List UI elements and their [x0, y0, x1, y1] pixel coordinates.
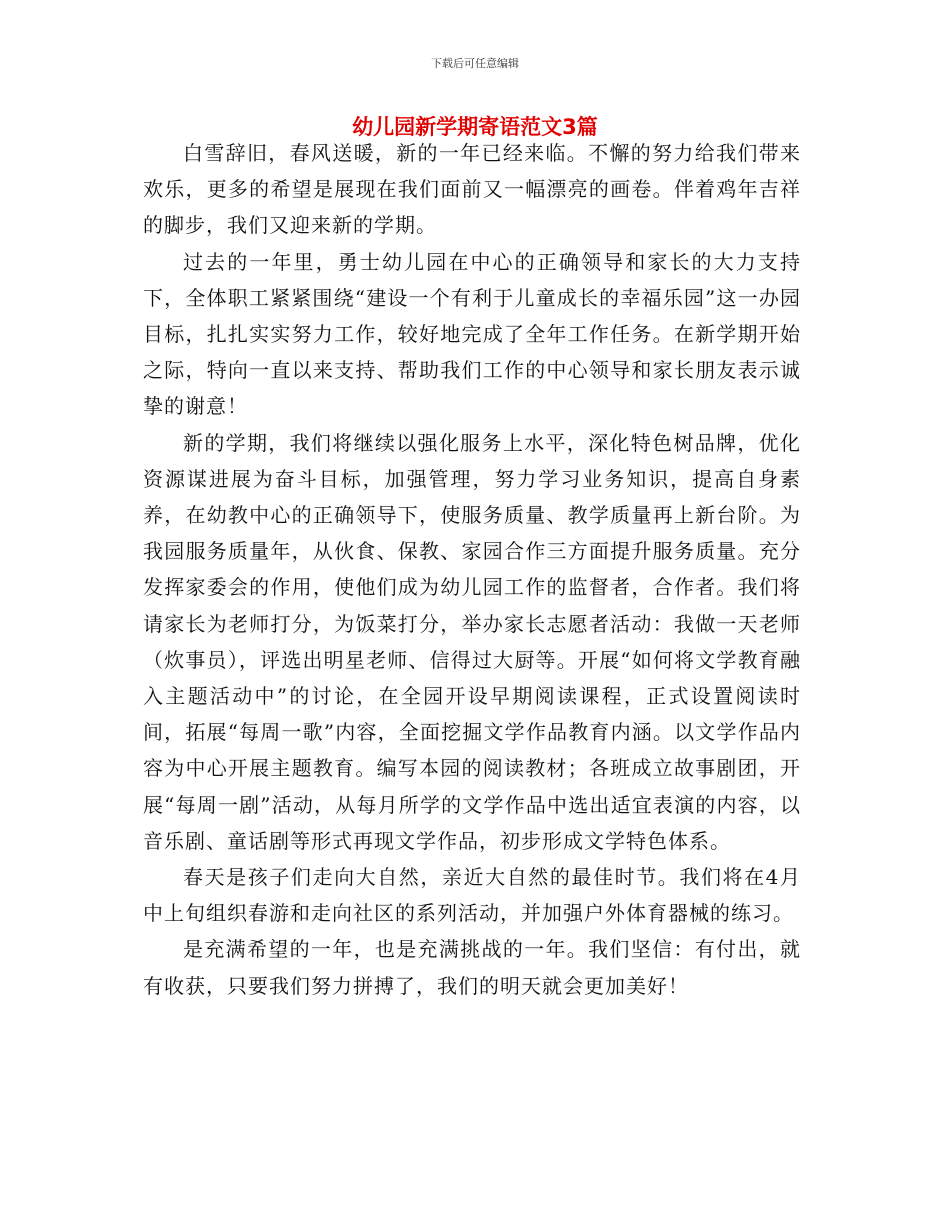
header-note: 下载后可任意编辑: [431, 57, 519, 70]
paragraph: 春天是孩子们走向大自然，亲近大自然的最佳时节。我们将在4月中上旬组织春游和走向社区的系列活动，并加强户外体育器械的练习。: [143, 865, 801, 926]
paragraph: 新的学期，我们将继续以强化服务上水平，深化特色树品牌，优化资源谋进展为奋斗目标，加强管理，努力学习业务知识，提高自身素养，在幼教中心的正确领导下，使服务质量、教学质量再上新台阶。为我园服务质量年，从伙食、保教、家园合作三方面提升服务质量。充分发挥家委会的作用，使他们成为幼儿园工作的监督者，合作者。我们将请家长为老师打分，为饭菜打分，举办家长志愿者活动：我做一天老师（炊事员），评选出明星老师、信得过大厨等。开展“如何将文学教育融入主题活动中”的讨论，在全园开设早期阅读课程，正式设置阅读时间，拓展“每周一歌”内容，全面挖掘文学作品教育内涵。以文学作品内容为中心开展主题教育。编写本园的阅读教材；各班成立故事剧团，开展“每周一剧”活动，从每月所学的文学作品中选出适宜表演的内容，以音乐剧、童话剧等形式再现文学作品，初步形成文学特色体系。: [143, 430, 801, 853]
document-body: [143, 135, 801, 1004]
paragraph: 白雪辞旧，春风送暖，新的一年已经来临。不懈的努力给我们带来欢乐，更多的希望是展现在我们面前又一幅漂亮的画卷。伴着鸡年吉祥的脚步，我们又迎来新的学期。: [143, 141, 801, 238]
paragraph: 是充满希望的一年，也是充满挑战的一年。我们坚信：有付出，就有收获，只要我们努力拼搏了，我们的明天就会更加美好！: [143, 937, 801, 998]
paragraph: 过去的一年里，勇士幼儿园在中心的正确领导和家长的大力支持下，全体职工紧紧围绕“建设一个有利于儿童成长的幸福乐园”这一办园目标，扎扎实实努力工作，较好地完成了全年工作任务。在新学期开始之际，特向一直以来支持、帮助我们工作的中心领导和家长朋友表示诚挚的谢意！: [143, 249, 801, 419]
document-title: 幼儿园新学期寄语范文3篇: [352, 115, 598, 139]
